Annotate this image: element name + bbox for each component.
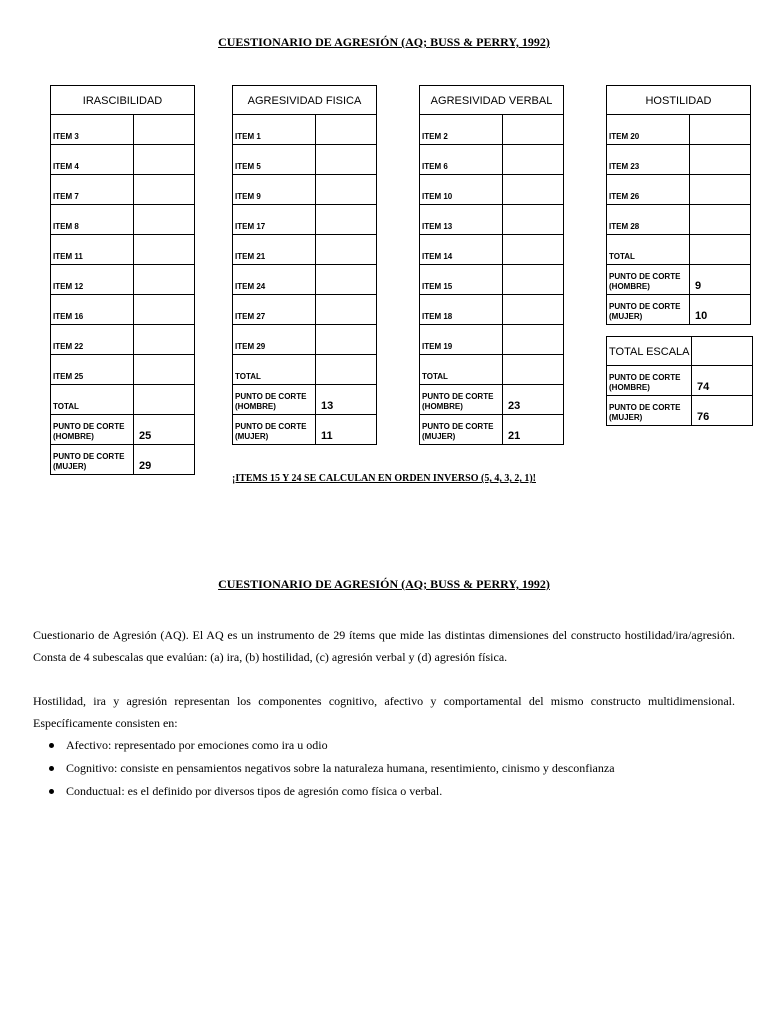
table-row: ITEM 28: [607, 205, 751, 235]
table-row: ITEM 4: [51, 145, 195, 175]
reverse-scoring-note: ¡ITEMS 15 Y 24 SE CALCULAN EN ORDEN INVERSO (5, 4, 3, 2, 1)!: [231, 473, 536, 484]
table-row: ITEM 2: [420, 115, 564, 145]
table-row: ITEM 19: [420, 325, 564, 355]
components-list: [33, 734, 768, 803]
score-cell[interactable]: [134, 295, 195, 325]
table-row: ITEM 29: [233, 325, 377, 355]
table-header: TOTAL ESCALA: [607, 337, 692, 366]
section-title: CUESTIONARIO DE AGRESIÓN (AQ; BUSS & PERRY, 1992): [218, 577, 550, 591]
table-header: HOSTILIDAD: [607, 86, 751, 115]
table-irascibilidad: [50, 85, 195, 475]
cutoff-row: PUNTO DE CORTE (HOMBRE) 74: [607, 366, 753, 396]
table-row: ITEM 3: [51, 115, 195, 145]
score-cell[interactable]: [134, 175, 195, 205]
table-row: ITEM 24: [233, 265, 377, 295]
cutoff-value: 25: [134, 415, 195, 445]
total-cell[interactable]: [316, 355, 377, 385]
table-row: ITEM 11: [51, 235, 195, 265]
score-cell[interactable]: [316, 265, 377, 295]
bullet-icon: [49, 766, 54, 771]
table-row: ITEM 21: [233, 235, 377, 265]
table-row: TOTAL: [51, 385, 195, 415]
cutoff-row: PUNTO DE CORTE (MUJER) 21: [420, 415, 564, 445]
cutoff-row: PUNTO DE CORTE (HOMBRE) 13: [233, 385, 377, 415]
table-row: TOTAL: [233, 355, 377, 385]
table-row: ITEM 17: [233, 205, 377, 235]
list-item: Conductual: es el definido por diversos tipos de agresión como física o verbal.: [66, 780, 768, 803]
table-row: ITEM 15: [420, 265, 564, 295]
cutoff-value: 11: [316, 415, 377, 445]
cutoff-row: PUNTO DE CORTE (MUJER) 29: [51, 445, 195, 475]
cutoff-value: 13: [316, 385, 377, 415]
score-cell[interactable]: [503, 235, 564, 265]
score-cell[interactable]: [316, 145, 377, 175]
cutoff-value: 76: [692, 396, 753, 426]
table-row: ITEM 27: [233, 295, 377, 325]
table-agresividad-fisica: [232, 85, 377, 445]
cutoff-value: 29: [134, 445, 195, 475]
score-cell[interactable]: [690, 205, 751, 235]
cutoff-row: PUNTO DE CORTE (MUJER) 11: [233, 415, 377, 445]
total-cell[interactable]: [503, 355, 564, 385]
table-row: ITEM 14: [420, 235, 564, 265]
table-row: TOTAL: [420, 355, 564, 385]
table-row: ITEM 13: [420, 205, 564, 235]
score-cell[interactable]: [690, 145, 751, 175]
cutoff-row: PUNTO DE CORTE (HOMBRE) 9: [607, 265, 751, 295]
score-cell[interactable]: [503, 325, 564, 355]
cutoff-row: PUNTO DE CORTE (MUJER) 10: [607, 295, 751, 325]
score-cell[interactable]: [316, 235, 377, 265]
table-header: AGRESIVIDAD FISICA: [233, 86, 377, 115]
bullet-icon: [49, 743, 54, 748]
table-hostilidad: [606, 85, 751, 325]
score-cell[interactable]: [316, 115, 377, 145]
score-cell[interactable]: [316, 295, 377, 325]
score-cell[interactable]: [316, 325, 377, 355]
score-cell[interactable]: [503, 205, 564, 235]
table-row: ITEM 20: [607, 115, 751, 145]
score-cell[interactable]: [134, 205, 195, 235]
table-row: ITEM 10: [420, 175, 564, 205]
score-cell[interactable]: [134, 145, 195, 175]
table-row: ITEM 5: [233, 145, 377, 175]
table-row: ITEM 9: [233, 175, 377, 205]
score-cell[interactable]: [503, 265, 564, 295]
total-cell[interactable]: [134, 385, 195, 415]
table-total-escala: [606, 336, 753, 426]
cutoff-row: PUNTO DE CORTE (HOMBRE) 23: [420, 385, 564, 415]
score-cell[interactable]: [503, 115, 564, 145]
table-row: ITEM 18: [420, 295, 564, 325]
total-cell[interactable]: [690, 235, 751, 265]
score-cell[interactable]: [134, 115, 195, 145]
table-row: ITEM 16: [51, 295, 195, 325]
cutoff-value: 9: [690, 265, 751, 295]
bullet-icon: [49, 789, 54, 794]
score-cell[interactable]: [503, 145, 564, 175]
table-row: ITEM 23: [607, 145, 751, 175]
table-row: TOTAL: [607, 235, 751, 265]
cutoff-row: PUNTO DE CORTE (MUJER) 76: [607, 396, 753, 426]
description-paragraph: Cuestionario de Agresión (AQ). El AQ es un instrumento de 29 ítems que mide las distintas dimensiones del constructo hostilidad/ira/agresión. Consta de 4 subescalas que evalúan: (a) ira, (b) hostilidad, (c) agresión verbal y (d) agresión física.: [33, 628, 735, 664]
table-row: ITEM 22: [51, 325, 195, 355]
table-row: ITEM 6: [420, 145, 564, 175]
score-cell[interactable]: [134, 325, 195, 355]
table-header: AGRESIVIDAD VERBAL: [420, 86, 564, 115]
total-escala-cell[interactable]: [692, 337, 753, 366]
table-agresividad-verbal: [419, 85, 564, 445]
score-cell[interactable]: [316, 175, 377, 205]
list-item: Cognitivo: consiste en pensamientos negativos sobre la naturaleza humana, resentimiento, cinismo y desconfianza: [66, 757, 768, 780]
table-row: ITEM 8: [51, 205, 195, 235]
page-title: CUESTIONARIO DE AGRESIÓN (AQ; BUSS & PERRY, 1992): [218, 35, 550, 49]
cutoff-value: 21: [503, 415, 564, 445]
table-row: ITEM 25: [51, 355, 195, 385]
table-row: ITEM 26: [607, 175, 751, 205]
score-cell[interactable]: [690, 115, 751, 145]
score-cell[interactable]: [134, 355, 195, 385]
score-cell[interactable]: [134, 235, 195, 265]
components-paragraph: Hostilidad, ira y agresión representan los componentes cognitivo, afectivo y comportamental del mismo constructo multidimensional. Específicamente consisten en:: [33, 694, 735, 730]
cutoff-value: 74: [692, 366, 753, 396]
table-row: ITEM 7: [51, 175, 195, 205]
score-cell[interactable]: [316, 205, 377, 235]
table-header: IRASCIBILIDAD: [51, 86, 195, 115]
score-cell[interactable]: [503, 175, 564, 205]
table-row: ITEM 12: [51, 265, 195, 295]
score-cell[interactable]: [134, 265, 195, 295]
cutoff-value: 10: [690, 295, 751, 325]
cutoff-value: 23: [503, 385, 564, 415]
score-cell[interactable]: [690, 175, 751, 205]
cutoff-row: PUNTO DE CORTE (HOMBRE) 25: [51, 415, 195, 445]
table-row: ITEM 1: [233, 115, 377, 145]
score-cell[interactable]: [503, 295, 564, 325]
list-item: Afectivo: representado por emociones como ira u odio: [66, 734, 768, 757]
